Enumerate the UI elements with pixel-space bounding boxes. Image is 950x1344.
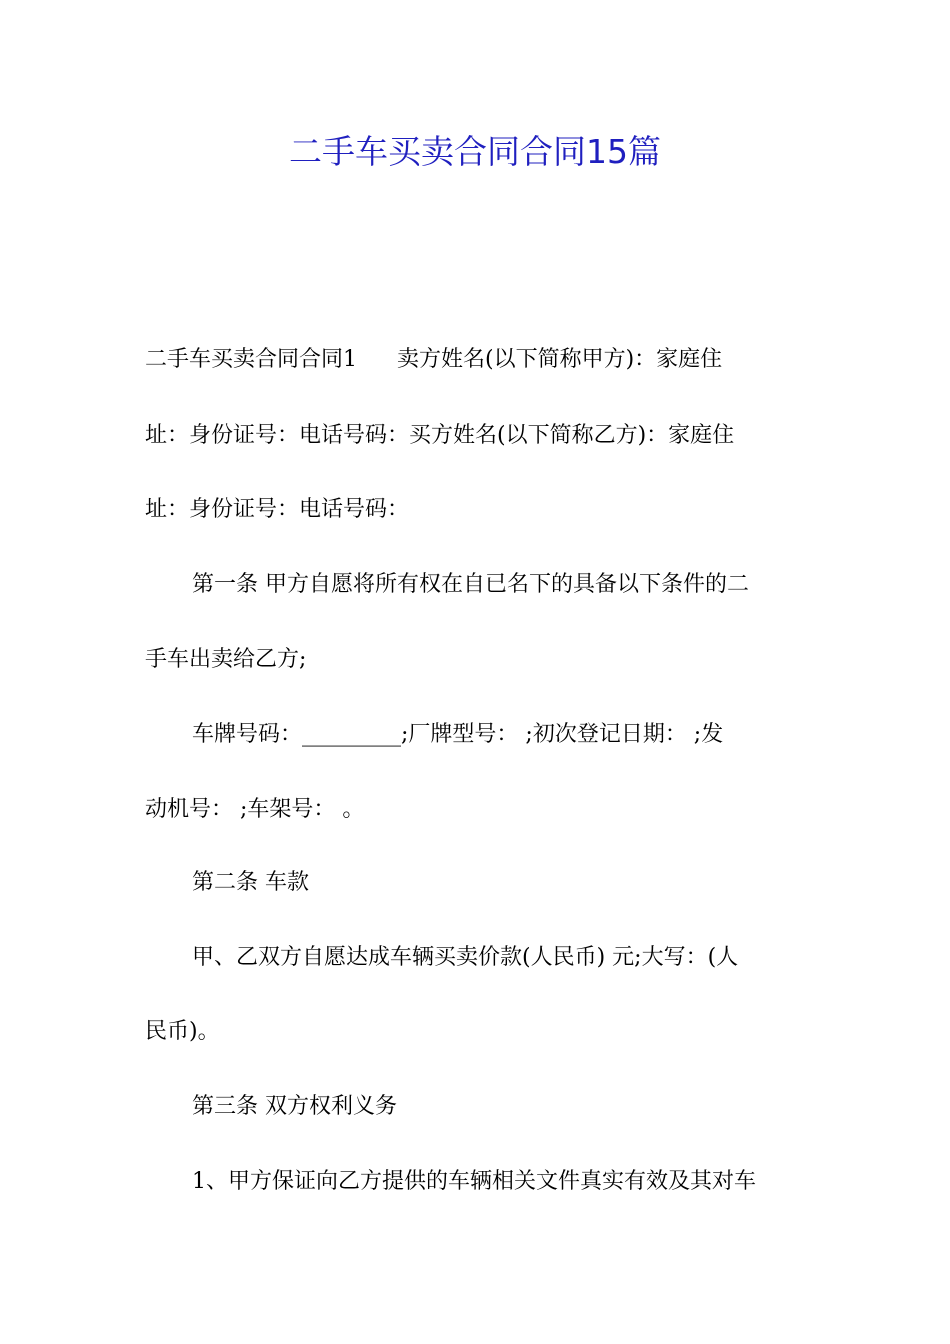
document-title: 二手车买卖合同合同15篇 [289, 132, 661, 171]
paragraph-line: 民币)。 [145, 1019, 220, 1044]
paragraph-line: 址：身份证号：电话号码： [145, 497, 410, 522]
seller-info-text: 卖方姓名(以下简称甲方)：家庭住 [397, 347, 723, 372]
vehicle-info-line: 车牌号码：_________;厂牌型号： ;初次登记日期： ;发 [192, 722, 724, 747]
contract-heading: 二手车买卖合同合同1 [145, 347, 357, 372]
article-one-line: 第一条 甲方自愿将所有权在自已名下的具备以下条件的二 [192, 572, 749, 597]
paragraph-line: 址：身份证号：电话号码：买方姓名(以下简称乙方)：家庭住 [145, 423, 735, 448]
article-three-heading: 第三条 双方权利义务 [192, 1094, 397, 1119]
article-two-heading: 第二条 车款 [192, 870, 309, 895]
paragraph-line: 动机号： ;车架号： 。 [145, 797, 365, 822]
paragraph-line [145, 345, 810, 375]
price-line: 甲、乙双方自愿达成车辆买卖价款(人民币) 元;大写：(人 [192, 945, 739, 970]
paragraph-line: 手车出卖给乙方; [145, 647, 307, 672]
obligation-line: 1、甲方保证向乙方提供的车辆相关文件真实有效及其对车 [192, 1169, 756, 1194]
